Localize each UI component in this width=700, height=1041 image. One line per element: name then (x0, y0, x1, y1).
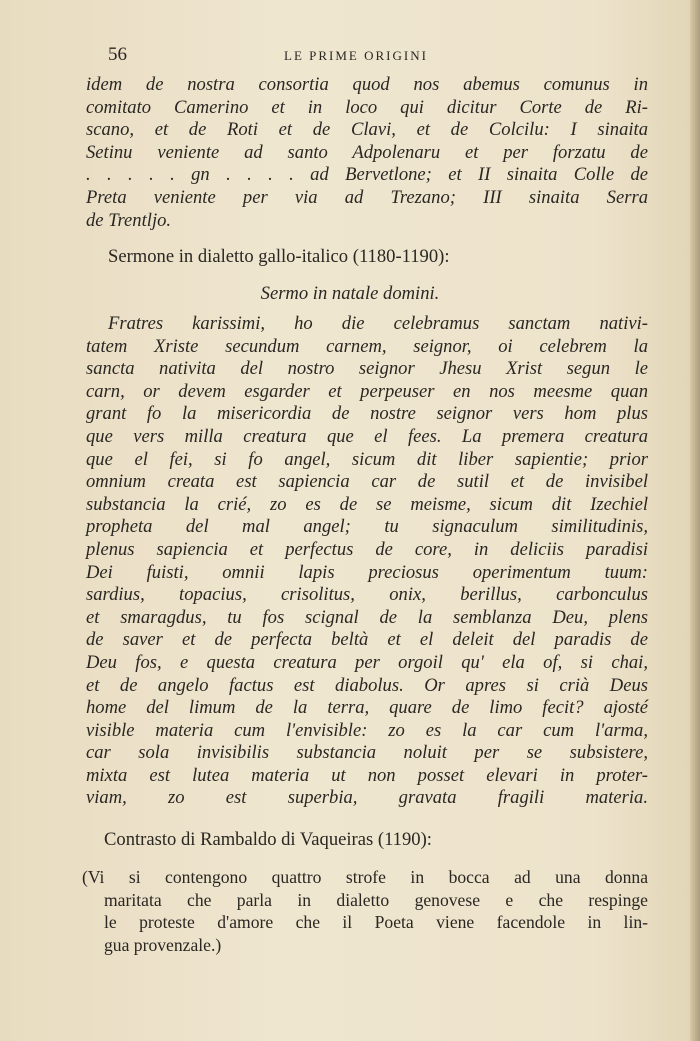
text-line: (Vi si contengono quattro strofe in bocca ad una donna (82, 867, 648, 887)
text-line: idem de nostra consortia quod nos abemus comunus in (86, 74, 648, 95)
text-line: de Trentljo. (86, 209, 172, 231)
text-line: sardius, topacius, crisolitus, onix, berillus, carbonculus (86, 584, 648, 606)
text-line: Deu fos, e questa creatura per orgoil qu' ela of, si chai, (86, 651, 648, 673)
text-line: propheta del mal angel; tu signaculum similitudinis, (86, 516, 648, 538)
text-line: scano, et de Roti et de Clavi, et de Colcilu: I sinaita (86, 119, 648, 141)
text-line: et de angelo factus est diabolus. Or apres si crià Deus (86, 674, 648, 696)
text-line: tatem Xriste secundum carnem, seignor, oi celebrem la (86, 335, 648, 357)
text-line: gua provenzale.) (104, 934, 222, 955)
text-line: que el fei, si fo angel, sicum dit liber sapientie; prior (86, 448, 648, 470)
sermon-title: Sermo in natale domini. (260, 283, 440, 304)
text-line: sancta nativita del nostro seignor Jhesu Xrist segun le (86, 358, 648, 380)
section-heading-contrasto: Contrasto di Rambaldo di Vaqueiras (1190): (104, 829, 432, 850)
contrasto-note (82, 866, 648, 956)
text-line: que vers milla creatura que el fees. La premera creatura (86, 425, 648, 447)
text-line: omnium creata est sapiencia car de sutil et de invisibel (86, 471, 648, 493)
text-line: carn, or devem esgarder et perpeuser en nos meesme quan (86, 380, 648, 402)
text-line: Preta veniente per via ad Trezano; III sinaita Serra (86, 186, 648, 208)
text-line: home del limum de la terra, quare de limo fecit? ajosté (86, 697, 648, 719)
text-line: substancia la crié, zo es de se meisme, sicum dit Izechiel (86, 493, 648, 515)
text-line: visible materia cum l'envisible: zo es la car cum l'arma, (86, 719, 648, 741)
sermon-text (86, 313, 648, 810)
text-line: plenus sapiencia et perfectus de core, in deliciis paradisi (86, 538, 648, 560)
section-heading-sermone: Sermone in dialetto gallo-italico (1180-1190): (108, 246, 450, 267)
text-line: Setinu veniente ad santo Adpolenaru et per forzatu de (86, 141, 648, 163)
text-line: Dei fuisti, omnii lapis preciosus operimentum tuum: (86, 561, 648, 583)
text-line: comitato Camerino et in loco qui dicitur Corte de Ri- (86, 96, 648, 118)
running-title: LE PRIME ORIGINI (284, 48, 428, 63)
text-line: de saver et de perfecta beltà et el deleit del paradis de (86, 629, 648, 651)
text-line: . . . . . gn . . . . ad Bervetlone; et II sinaita Colle de (86, 164, 648, 186)
page-number: 56 (108, 44, 127, 65)
text-line: maritata che parla in dialetto genovese e che respinge (104, 889, 648, 910)
text-line: mixta est lutea materia ut non posset elevari in proter- (86, 764, 648, 786)
text-line: Fratres karissimi, ho die celebramus sanctam nativi- (108, 313, 648, 334)
text-line: grant fo la misericordia de nostre seignor vers hom plus (86, 403, 648, 425)
document-excerpt (86, 74, 648, 232)
page-edge (690, 0, 700, 1041)
page-header (108, 44, 648, 68)
text-line: le proteste d'amore che il Poeta viene facendole in lin- (104, 912, 648, 933)
text-line: car sola invisibilis substancia noluit per se subsistere, (86, 742, 648, 764)
text-line: viam, zo est superbia, gravata fragili materia. (86, 787, 648, 809)
text-line: et smaragdus, tu fos scignal de la semblanza Deu, plens (86, 606, 648, 628)
